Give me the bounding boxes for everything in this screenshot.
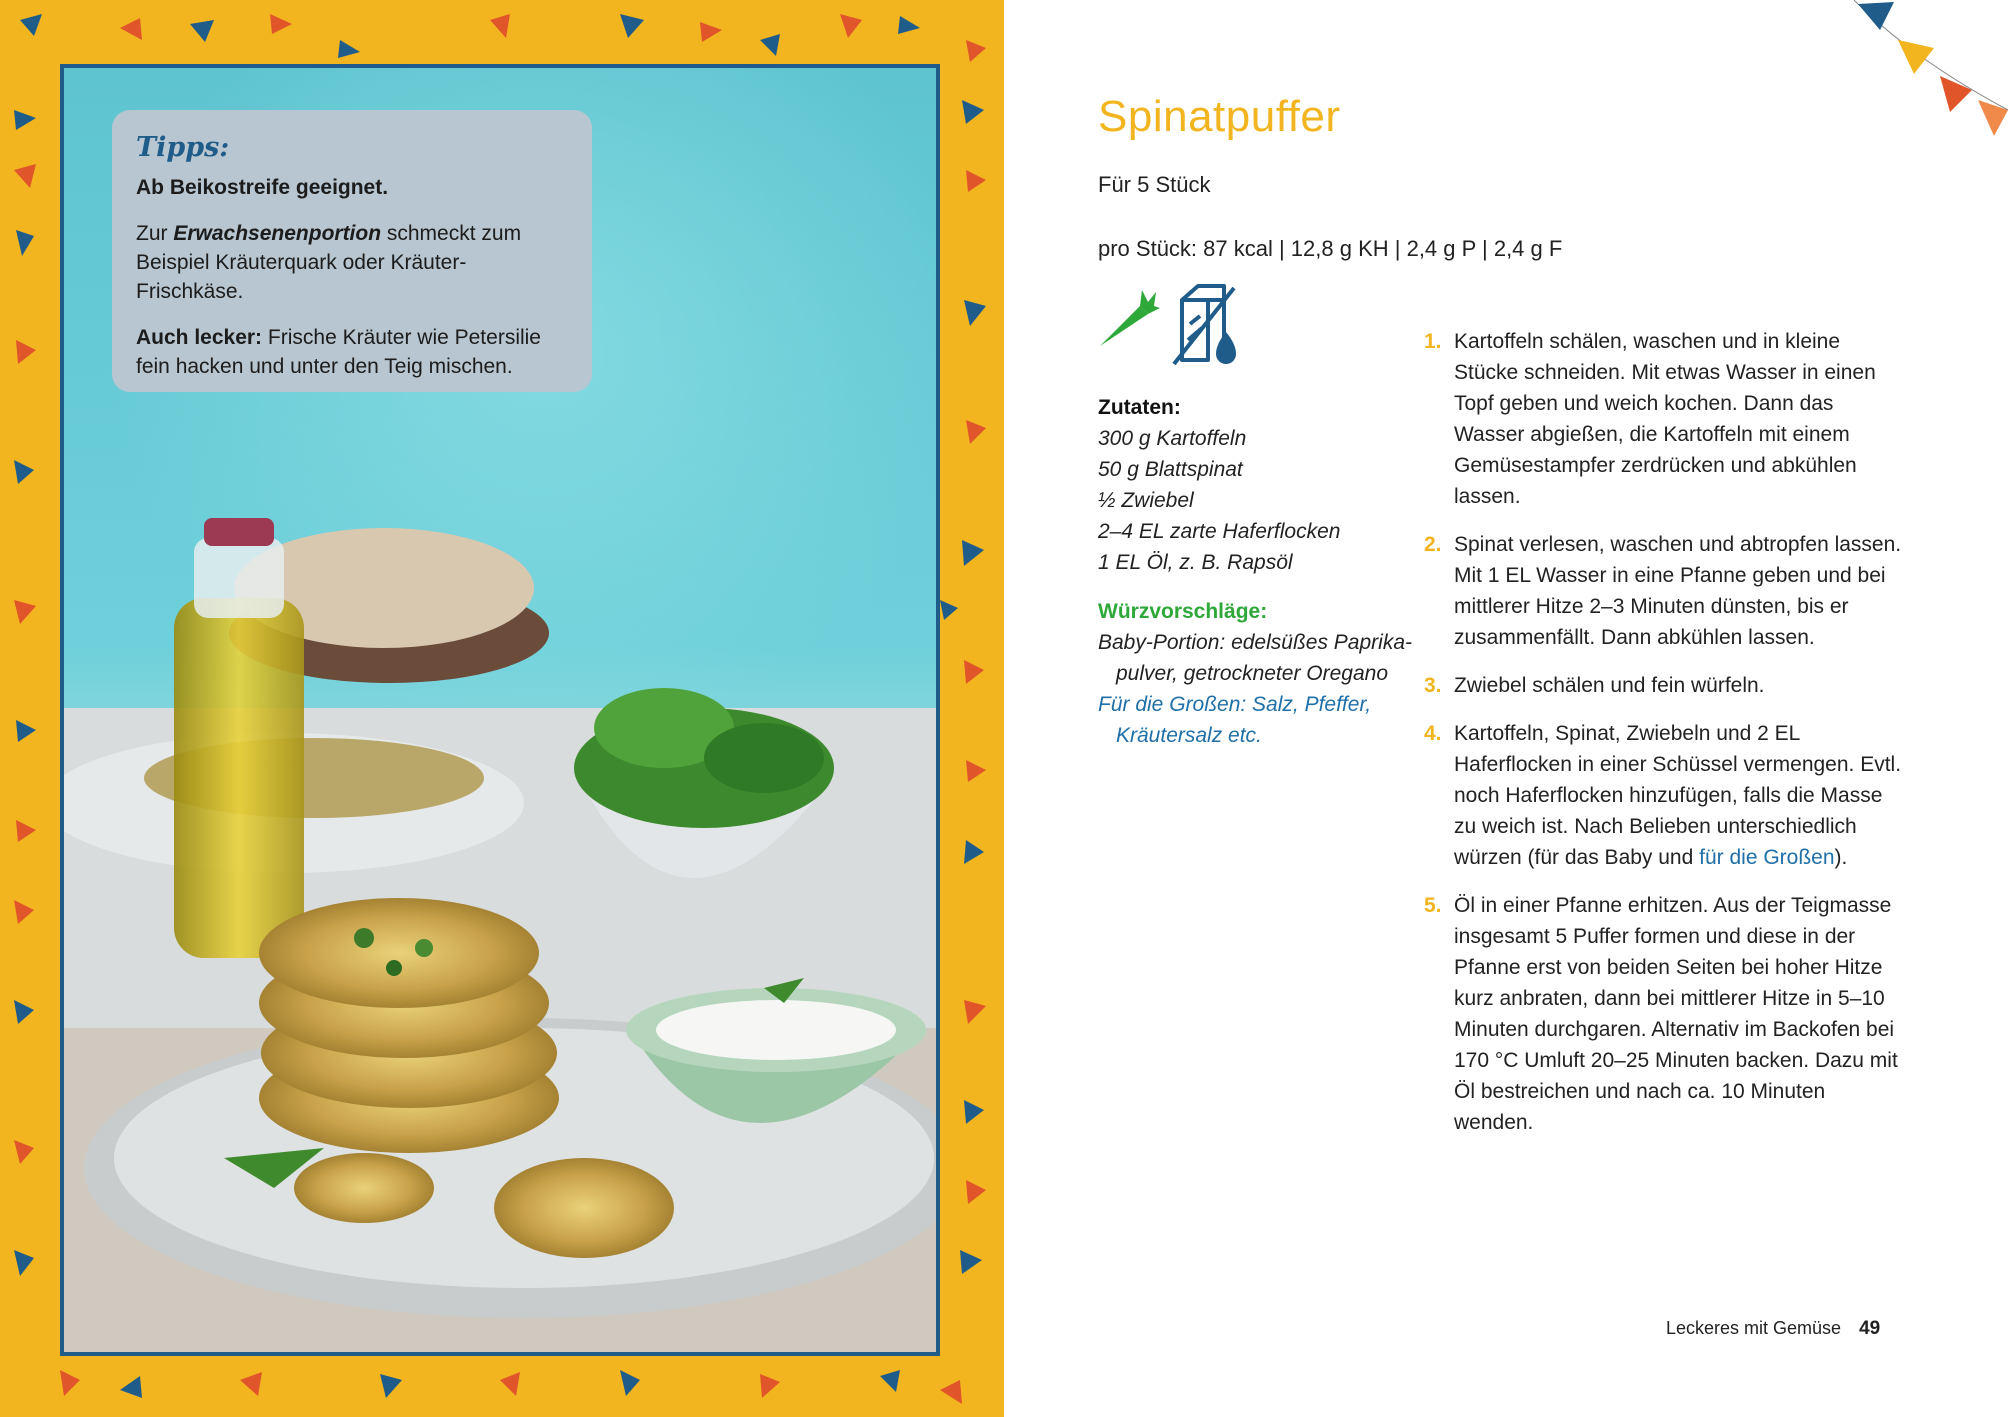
ingredients-title: Zutaten:	[1098, 396, 1181, 419]
for-adults-reference: für die Großen	[1699, 846, 1835, 869]
page-number: 49	[1859, 1318, 1881, 1339]
bunting-decoration	[1854, 0, 2008, 140]
seasoning-big-line1: Für die Großen: Salz, Pfeffer,	[1098, 693, 1372, 716]
tips-suitability: Ab Beikostreife geeignet.	[136, 176, 389, 199]
milk-carton-crossed-icon	[1168, 280, 1246, 366]
instructions-list	[1424, 326, 1904, 1155]
recipe-title: Spinatpuffer	[1098, 92, 1341, 141]
tips-title: Tipps:	[136, 132, 230, 163]
ingredient-item: 2–4 EL zarte Haferflocken	[1098, 520, 1341, 543]
instruction-step: 1. Kartoffeln schälen, waschen und in kleine Stücke schneiden. Mit etwas Wasser in einen Topf geben und weich kochen. Dann das Wasser abgießen, die Kartoffeln mit einem Gemüsestampfer zerdrücken und abkühlen lassen.	[1424, 330, 1876, 508]
instruction-step: 4. Kartoffeln, Spinat, Zwiebeln und 2 EL Haferflocken in einer Schüssel vermengen. Evtl. noch Haferflocken hinzufügen, falls die Masse zu weich ist. Nach Belieben unterschiedlich würzen (für das Baby und für die Großen).	[1424, 722, 1902, 869]
seasoning-baby-line1: Baby-Portion: edelsüßes Paprika-	[1098, 631, 1412, 654]
right-page	[1004, 0, 2008, 1417]
instruction-step: 3. Zwiebel schälen und fein würfeln.	[1424, 674, 1765, 697]
section-name: Leckeres mit Gemüse	[1666, 1318, 1842, 1338]
ingredient-item: 1 EL Öl, z. B. Rapsöl	[1098, 551, 1293, 574]
ingredient-item: 50 g Blattspinat	[1098, 458, 1243, 481]
servings: Für 5 Stück	[1098, 172, 1211, 197]
tips-adult-portion: Zur Erwachsenenportion schmeckt zum Beispiel Kräuterquark oder Kräuter-Frischkäse.	[136, 222, 522, 303]
ingredient-item: 300 g Kartoffeln	[1098, 427, 1247, 450]
tips-box	[112, 110, 592, 392]
instruction-step: 2. Spinat verlesen, waschen und abtropfen lassen. Mit 1 EL Wasser in eine Pfanne geben und bei mittlerer Hitze 2–3 Minuten dünsten, bis er zusammenfällt. Dann abkühlen lassen.	[1424, 533, 1902, 649]
tips-also-tasty: Auch lecker: Frische Kräuter wie Petersilie fein hacken und unter den Teig mischen.	[136, 326, 541, 378]
ingredient-item: ½ Zwiebel	[1098, 489, 1194, 512]
seasoning-title: Würzvorschläge:	[1098, 600, 1268, 623]
ingredients-section	[1098, 392, 1418, 751]
seasoning-big-line2: Kräutersalz etc.	[1116, 724, 1262, 747]
page-footer	[1666, 1318, 1880, 1340]
instruction-step: 5. Öl in einer Pfanne erhitzen. Aus der Teigmasse insgesamt 5 Puffer formen und diese in der Pfanne erst von beiden Seiten bei hoher Hitze kurz anbraten, dann bei mittlerer Hitze in 5–10 Minuten durchgaren. Alternativ im Backofen bei 170 °C Umluft 20–25 Minuten backen. Dazu mit Öl bestreichen und nach ca. 10 Minuten wenden.	[1424, 894, 1898, 1134]
carrot-icon	[1096, 284, 1162, 350]
seasoning-baby-line2: pulver, getrockneter Oregano	[1116, 662, 1388, 685]
nutrition-info: pro Stück: 87 kcal | 12,8 g KH | 2,4 g P | 2,4 g F	[1098, 236, 1563, 261]
